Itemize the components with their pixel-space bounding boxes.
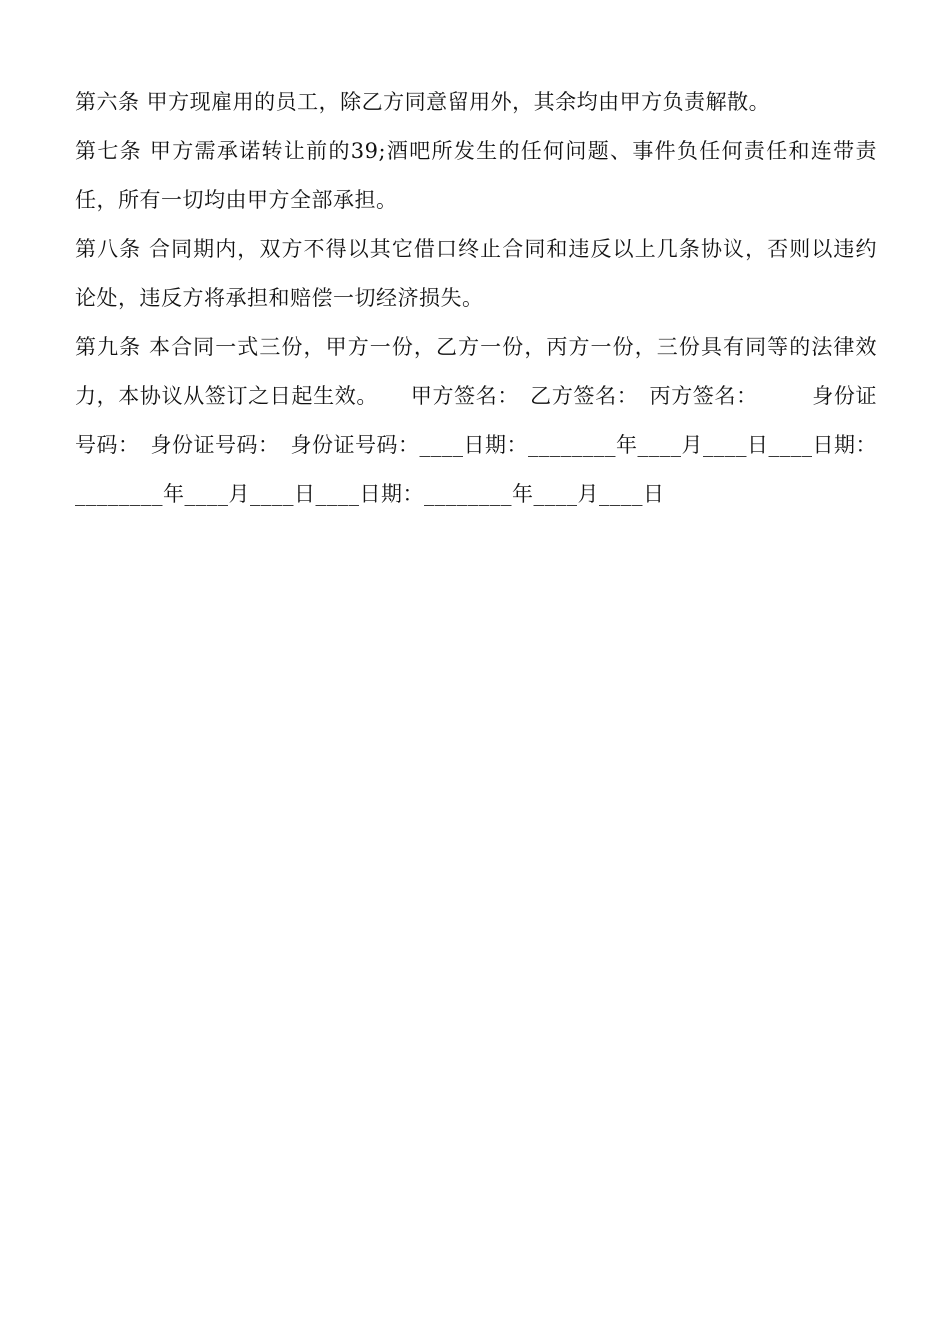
document-body	[75, 78, 877, 519]
article-6-paragraph: 第六条 甲方现雇用的员工，除乙方同意留用外，其余均由甲方负责解散。	[75, 90, 771, 114]
article-7-paragraph: 第七条 甲方需承诺转让前的39;酒吧所发生的任何问题、事件负任何责任和连带责任，所有一切均由甲方全部承担。	[75, 139, 877, 212]
article-8-paragraph: 第八条 合同期内，双方不得以其它借口终止合同和违反以上几条协议，否则以违约论处，违反方将承担和赔偿一切经济损失。	[75, 237, 877, 310]
article-9-signature-paragraph: 第九条 本合同一式三份，甲方一份，乙方一份，丙方一份，三份具有同等的法律效力，本协议从签订之日起生效。 甲方签名： 乙方签名： 丙方签名： 身份证号码： 身份证号码： 身份证号码：____日期：________年____月____日____日期：________年____月____日____日期：________年____月____日	[75, 335, 877, 506]
